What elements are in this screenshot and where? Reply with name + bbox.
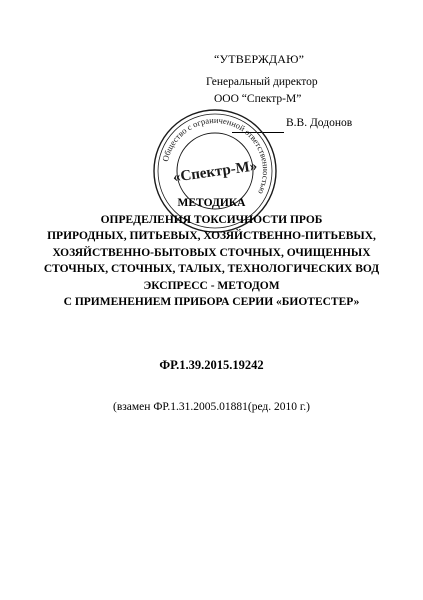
title-line: ПРИРОДНЫХ, ПИТЬЕВЫХ, ХОЗЯЙСТВЕННО-ПИТЬЕВЫХ, xyxy=(47,230,376,242)
approver-position: Генеральный директор xyxy=(206,76,318,88)
title-line: ЭКСПРЕСС - МЕТОДОМ xyxy=(143,279,280,292)
document-title xyxy=(10,195,413,311)
title-line: С ПРИМЕНЕНИЕМ ПРИБОРА СЕРИИ «БИОТЕСТЕР» xyxy=(63,296,360,308)
seal-ring-text: Общество с ограниченной ответственностью xyxy=(159,114,272,196)
replaces-note: (взамен ФР.1.31.2005.01881(ред. 2010 г.) xyxy=(113,401,310,413)
title-line: ХОЗЯЙСТВЕННО-БЫТОВЫХ СТОЧНЫХ, ОЧИЩЕННЫХ xyxy=(52,246,371,259)
approval-title: “УТВЕРЖДАЮ” xyxy=(214,52,305,66)
title-line: МЕТОДИКА xyxy=(177,197,246,209)
title-line: ОПРЕДЕЛЕНИЯ ТОКСИЧНОСТИ ПРОБ xyxy=(100,213,323,226)
approver-organization: ООО “Спектр-М” xyxy=(214,93,302,105)
document-number: ФР.1.39.2015.19242 xyxy=(159,358,264,372)
approver-name: В.В. Додонов xyxy=(286,117,353,129)
seal-center-text: «Спектр-М» xyxy=(172,158,259,186)
title-line: СТОЧНЫХ, СТОЧНЫХ, ТАЛЫХ, ТЕХНОЛОГИЧЕСКИХ ВОД xyxy=(43,263,380,275)
